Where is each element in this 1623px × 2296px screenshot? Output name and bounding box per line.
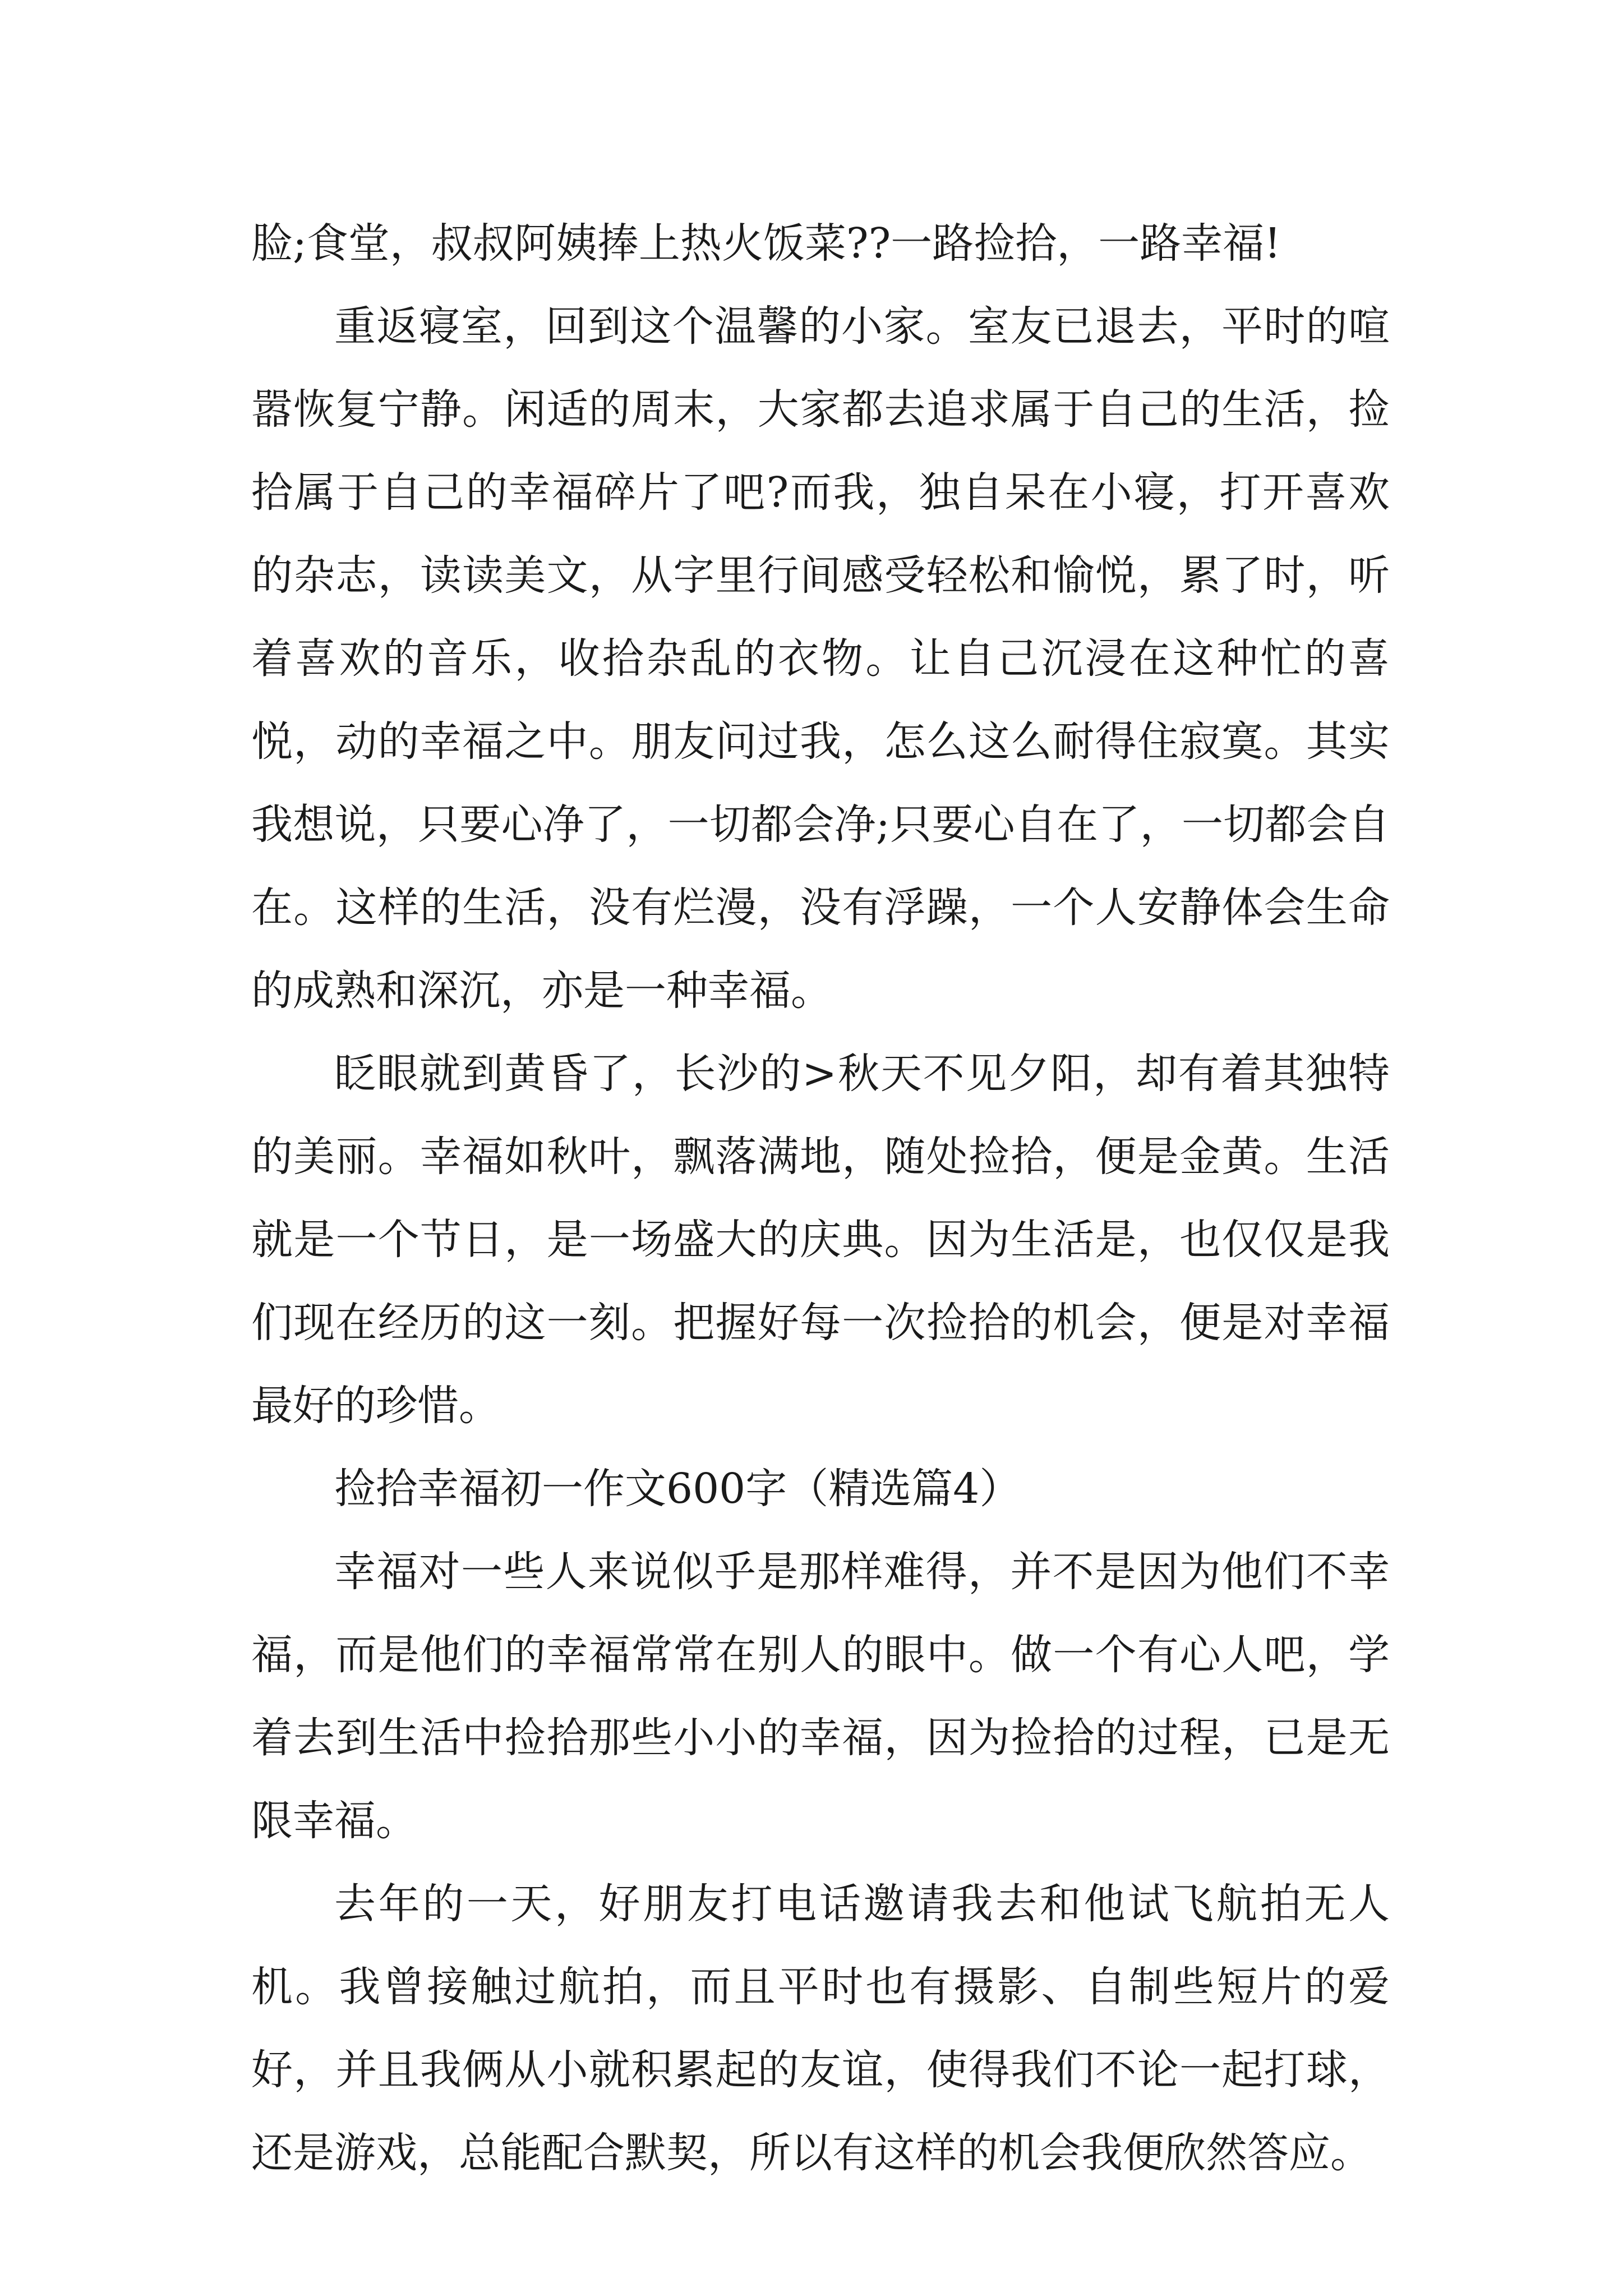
- paragraph-dusk: 眨眼就到黄昏了，长沙的>秋天不见夕阳，却有着其独特的美丽。幸福如秋叶，飘落满地，随处捡拾，便是金黄。生活就是一个节日，是一场盛大的庆典。因为生活是，也仅仅是我们现在经历的这一刻。把握好每一次捡拾的机会，便是对幸福最好的珍惜。: [251, 1050, 1390, 1430]
- paragraph-continuation: 脸;食堂，叔叔阿姨捧上热火饭菜??一路捡拾，一路幸福!: [251, 219, 1281, 268]
- paragraph-drone-story: 去年的一天，好朋友打电话邀请我去和他试飞航拍无人机。我曾接触过航拍，而且平时也有摄影、自制些短片的爱好，并且我俩从小就积累起的友谊，使得我们不论一起打球，还是游戏，总能配合默契，所以有这样的机会我便欣然答应。: [251, 1880, 1390, 2177]
- document-body: [251, 202, 1390, 2194]
- section-heading: 捡拾幸福初一作文600字（精选篇4）: [334, 1465, 1021, 1513]
- paragraph-happiness-intro: 幸福对一些人来说似乎是那样难得，并不是因为他们不幸福，而是他们的幸福常常在别人的眼中。做一个有心人吧，学着去到生活中捡拾那些小小的幸福，因为捡拾的过程，已是无限幸福。: [251, 1548, 1390, 1845]
- paragraph-dorm: 重返寝室，回到这个温馨的小家。室友已退去，平时的喧嚣恢复宁静。闲适的周末，大家都去追求属于自己的生活，捡拾属于自己的幸福碎片了吧?而我，独自呆在小寝，打开喜欢的杂志，读读美文，从字里行间感受轻松和愉悦，累了时，听着喜欢的音乐，收拾杂乱的衣物。让自己沉浸在这种忙的喜悦，动的幸福之中。朋友问过我，怎么这么耐得住寂寞。其实我想说，只要心净了，一切都会净;只要心自在了，一切都会自在。这样的生活，没有烂漫，没有浮躁，一个人安静体会生命的成熟和深沉，亦是一种幸福。: [251, 302, 1390, 1015]
